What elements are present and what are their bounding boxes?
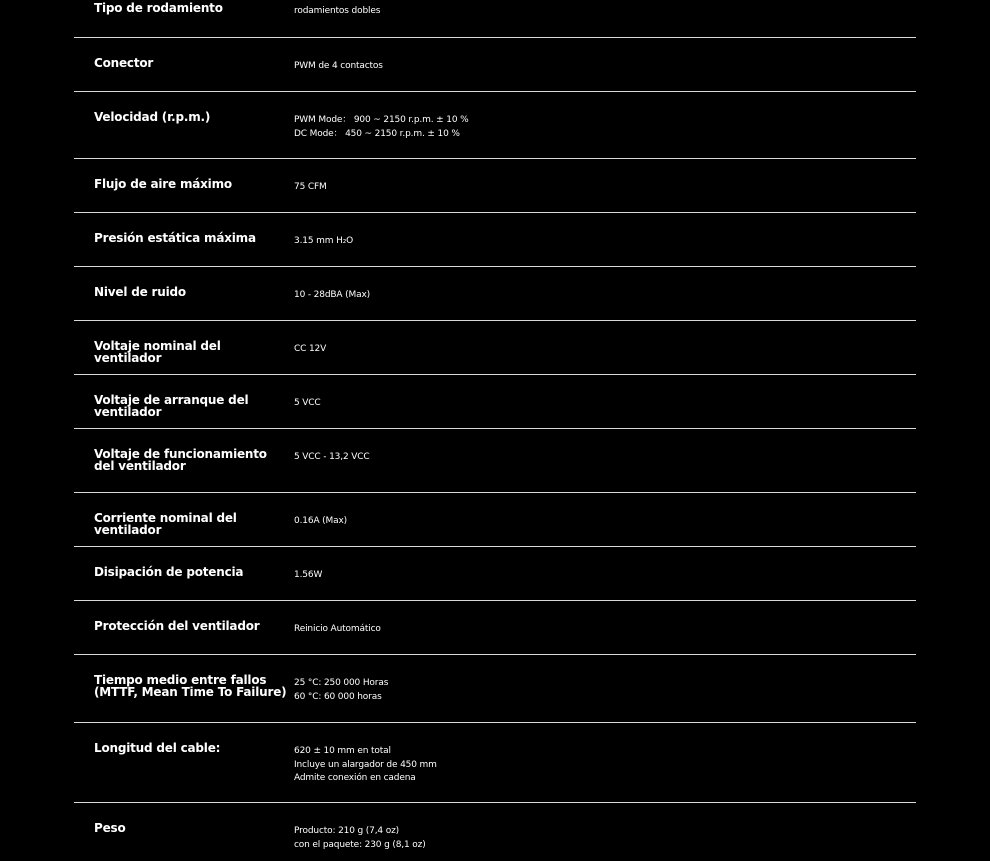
spec-value: 60 °C: 60 000 horas (294, 691, 382, 702)
spec-value: Reinicio Automático (294, 624, 381, 634)
spec-value: rodamientos dobles (294, 6, 381, 16)
spec-row (74, 321, 916, 375)
spec-row (74, 92, 916, 159)
spec-label: Voltaje de funcionamiento del ventilador (94, 447, 267, 473)
spec-row (74, 375, 916, 429)
spec-value: 5 VCC (294, 398, 321, 408)
spec-values (294, 181, 894, 195)
spec-label: Voltaje nominal del ventilador (94, 339, 221, 365)
spec-value: 3.15 mm H₂O (294, 236, 354, 246)
spec-label: Flujo de aire máximo (94, 177, 232, 191)
spec-row (74, 723, 916, 803)
spec-row (74, 601, 916, 655)
spec-values (294, 60, 894, 74)
spec-label: Voltaje de arranque del ventilador (94, 393, 249, 419)
spec-row (74, 38, 916, 92)
spec-value: PWM de 4 contactos (294, 61, 383, 71)
spec-values (294, 5, 894, 19)
spec-value: Admite conexión en cadena (294, 773, 416, 783)
spec-row (74, 429, 916, 493)
spec-value: 5 VCC - 13,2 VCC (294, 452, 370, 462)
spec-values (294, 677, 894, 704)
spec-label: Presión estática máxima (94, 231, 256, 245)
spec-value: Incluye un alargador de 450 mm (294, 759, 437, 770)
spec-value: 1.56W (294, 570, 323, 580)
spec-values (294, 289, 894, 303)
spec-row (74, 267, 916, 321)
spec-value: 10 - 28dBA (Max) (294, 290, 371, 300)
spec-label: Tipo de rodamiento (94, 1, 223, 15)
spec-row (74, 803, 916, 861)
spec-row (74, 159, 916, 213)
spec-value: PWM Mode： 900 ~ 2150 r.p.m. ± 10 % (294, 115, 469, 125)
spec-label: Peso (94, 821, 126, 835)
spec-values (294, 569, 894, 583)
spec-row (74, 547, 916, 601)
spec-value: 0.16A (Max) (294, 516, 348, 526)
spec-value: 25 °C: 250 000 Horas (294, 678, 389, 688)
spec-label: Tiempo medio entre fallos (MTTF, Mean Time To Failure) (94, 673, 287, 699)
spec-values (294, 515, 894, 529)
spec-values (294, 114, 894, 141)
spec-table (74, 0, 916, 861)
spec-value: con el paquete: 230 g (8,1 oz) (294, 839, 426, 850)
spec-row (74, 493, 916, 547)
spec-label: Velocidad (r.p.m.) (94, 110, 211, 124)
spec-value: CC 12V (294, 344, 327, 354)
spec-values (294, 825, 894, 852)
spec-value: 75 CFM (294, 182, 327, 192)
spec-values (294, 397, 894, 411)
spec-values (294, 623, 894, 637)
spec-label: Conector (94, 56, 154, 70)
spec-label: Nivel de ruido (94, 285, 186, 299)
spec-values (294, 745, 894, 786)
spec-row (74, 0, 916, 38)
spec-row (74, 655, 916, 723)
spec-values (294, 235, 894, 249)
spec-label: Protección del ventilador (94, 619, 260, 633)
spec-value: 620 ± 10 mm en total (294, 746, 391, 756)
spec-value: DC Mode： 450 ~ 2150 r.p.m. ± 10 % (294, 128, 460, 139)
spec-label: Longitud del cable: (94, 741, 221, 755)
spec-value: Producto: 210 g (7,4 oz) (294, 826, 400, 836)
spec-label: Disipación de potencia (94, 565, 244, 579)
spec-row (74, 213, 916, 267)
spec-values (294, 451, 894, 465)
spec-label: Corriente nominal del ventilador (94, 511, 237, 537)
spec-values (294, 343, 894, 357)
